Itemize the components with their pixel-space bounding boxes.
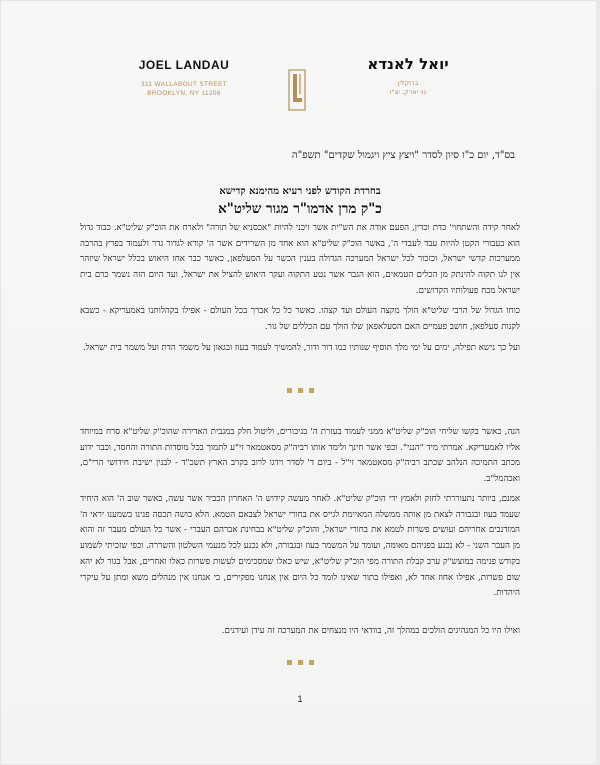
letterhead-hebrew-address	[348, 79, 468, 97]
hebrew-state: נוי יארק, יצ"ו	[389, 88, 427, 96]
paragraph-1: לאחר קידה והשתחוי' כדת וכדין, הפעם אודה את הש"ית אשר זיכני להיות "אכסניא של תורה" ולארח את הוכ"ק שליט"א. כבוד גדול הוא בעבורי הקטן להיות עבד לעבדי ה', באשר הוכ"ק שליט"א הוא אחד מן השרידים אשר ה' קורא לגדור גדר ולעמוד בפרץ בהרבה ממערכות קדשי ישראל, וכזכור לכל ישראל המערכה הגדולה בענין הכשר על הסעלפאן, כאשר כבר אחז היאוש בכלל ישראל שיזהר אין לנו תקוה להינתק מן הכלים הטמאים, הוא הגבר אשר נטע התקוה ועקר היאוש להציל את ישראל, ועד היום הזה נשמר כרם בית ישראל מכח פעולותיו הקדושים.	[80, 223, 520, 296]
divider-dot	[309, 660, 314, 665]
page-edge	[596, 0, 600, 765]
address-line-1: 311 WALLABOUT STREET	[140, 81, 227, 88]
letterhead-english	[120, 58, 248, 98]
divider-dot	[298, 660, 303, 665]
paragraph-5: אמנם, ביותר נתעוררתי לחזק ולאמץ ידי הוכ"ק שליט"א. לאחר מעשה קידוש ה' האחרון הכביר אשר עשה, כאשר שוב ה' הוא היחיד שעמד בעוז ובגבורה לצאת מן אותה ממשלה המאיימת לגייס את בחורי ישראל לצבאם הטמא. הלא בושה תכסה פנינו בשמענו יראי ה' המזדנבים אחריהם ועושים פשרות לטמא את בחורי ישראל, והוכ"ק שליט"א בבחינת אברהם העברי - אשר כל העולם מעבר זה והוא מן העבר השני - לא נכנע בפניהם מאומה, ועומד על המשמר בעוז ובגבורה, ולא נכנע לכל מנעמי השלטון והשררה. וכפי שזכיתי לשמוע בקודש פנימה במוצש"ק ערב קבלת התורה מפי הוכ"ק שליט"א, שיש כאלו שמסכימים לעשות פשרות כאלו ואחרים, אבל בגור לא יהא שום פשרות, אפילו אחוז אחד לא, ואפילו בתור שאינו לומד כל היום אין אנחנו מפקירים, כי אנחנו אין מנהלים משא ומתן על עיקרי היהדות.	[80, 494, 520, 599]
dateline: בס"ד, יום כ"ו סיון לסדר "ויצץ ציץ ויגמול שקדים" תשפ"ה	[291, 150, 515, 161]
letterhead-english-name: JOEL LANDAU	[138, 58, 230, 72]
paragraph-6: ואילו היו כל המנהיגים הולכים במהלך זה, בוודאי היו מנצחים את המערכה זה עידן ועידנים.	[221, 626, 520, 636]
hebrew-city: ברוקלין	[397, 79, 419, 87]
section-divider	[276, 660, 324, 665]
paragraph-3: ועל כך נישא תפילה, ימים על ימי מלך תוסיף שנותיו כמו דור ודור, להמשיך לעמוד בעוז ובגאון על משמר הדת ועל משמר בית ישראל.	[82, 343, 520, 353]
paragraph-2: כוחו הגדול של הרבי שליט"א הולך מקצה העולם ועד קצהו. כאשר כל כל אברך בכל העולם - אפילו בקהלותנו באמעריקא - כשבא לקנות סעלפאן, חושב פעמיים האם הסעלאפאן שלו הולך עם הכללים של גור.	[80, 306, 520, 332]
paragraph-4: הנה, כאשר בקשו שליחי הוכ"ק שליט"א ממני לעמוד בעזרת ה' בגיבורים, וליטול חלק במגבית האדירה שהוכ"ק שליט"א סרח במיוחד אליו לאמעריקא. אמרתי מיד "הנני". וכפי אשר חינך ולימד אותו רביה"ק מסאטמאר זי"ע לתמוך בכל מוסדות התורה והחסד, וכבר ידוע מכתב התמיכה הנלהב שכתב רביה"ק מסאטמאר זי"ל - ביום ד' לסדר וידגו לרוב בקרב הארץ תשכ"ד - לבנין ישיבת חידושי הרי"ם, ואכהמל"ב.	[80, 427, 520, 485]
divider-dot	[287, 388, 292, 393]
letterhead-address	[120, 80, 248, 98]
salutation-line-1: בחרדת הקודש לפני רעיא מהימנא קדישא	[219, 186, 381, 197]
divider-dot	[298, 388, 303, 393]
divider-dot	[309, 388, 314, 393]
monogram-logo-icon	[286, 68, 308, 112]
salutation-line-2: כ"ק מרן אדמו"ר מגור שליט"א	[218, 201, 382, 217]
divider-dot	[287, 660, 292, 665]
letterhead-hebrew	[348, 55, 468, 97]
letterhead-hebrew-name: יואל לאנדא	[367, 55, 449, 73]
page-number: 1	[297, 694, 303, 704]
address-line-2: BROOKLYN, NY 11206	[147, 90, 221, 97]
section-divider	[276, 388, 324, 393]
